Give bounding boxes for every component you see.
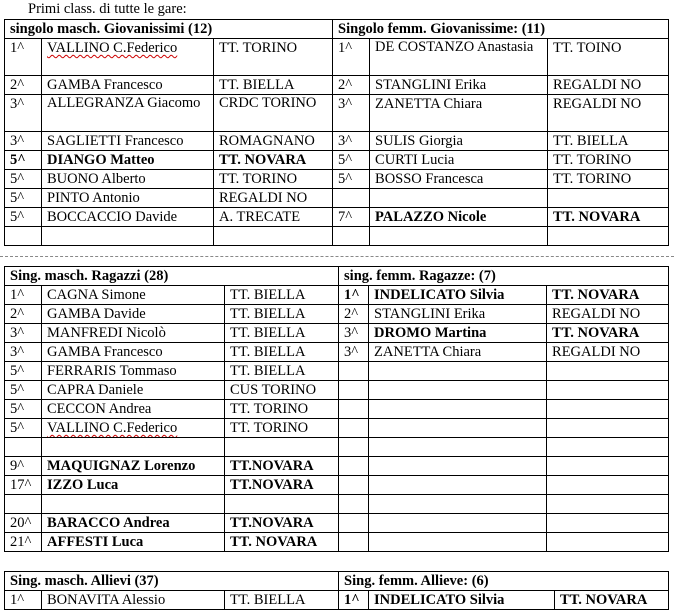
position xyxy=(5,438,42,457)
position: 3^ xyxy=(339,324,369,343)
club: TT. TORINO xyxy=(548,170,669,189)
club: TT. BIELLA xyxy=(225,305,339,324)
position: 5^ xyxy=(5,151,42,170)
athlete-name xyxy=(369,457,547,476)
section-title-male: singolo masch. Giovanissimi (12) xyxy=(5,20,333,39)
club: TT. NOVARA xyxy=(225,533,339,552)
position xyxy=(339,533,369,552)
athlete-name xyxy=(369,381,547,400)
club: ROMAGNANO xyxy=(214,132,333,151)
position: 1^ xyxy=(5,286,42,305)
club: TT. NOVARA xyxy=(547,286,669,305)
athlete-name: BONAVITA Alessio xyxy=(42,591,225,610)
position: 2^ xyxy=(5,76,42,95)
position: 20^ xyxy=(5,514,42,533)
athlete-name: INDELICATO Silvia xyxy=(369,591,555,610)
athlete-name: VALLINO C.Federico xyxy=(42,419,225,438)
position xyxy=(339,362,369,381)
club: TT. BIELLA xyxy=(548,132,669,151)
section-title-female: Sing. femm. Allieve: (6) xyxy=(339,572,669,591)
club: TT. TORINO xyxy=(225,419,339,438)
position xyxy=(339,457,369,476)
club: TT. BIELLA xyxy=(214,76,333,95)
position: 1^ xyxy=(339,591,369,610)
athlete-name xyxy=(42,495,225,514)
position: 3^ xyxy=(5,343,42,362)
club xyxy=(225,495,339,514)
athlete-name: STANGLINI Erika xyxy=(369,305,547,324)
position: 1^ xyxy=(333,39,370,76)
athlete-name xyxy=(369,419,547,438)
position: 5^ xyxy=(333,151,370,170)
page-separator xyxy=(0,256,674,258)
position: 2^ xyxy=(339,305,369,324)
position: 21^ xyxy=(5,533,42,552)
athlete-name: BOCCACCIO Davide xyxy=(42,208,214,227)
position: 5^ xyxy=(5,208,42,227)
club: CRDC TORINO xyxy=(214,95,333,132)
athlete-name: CAGNA Simone xyxy=(42,286,225,305)
athlete-name: GAMBA Davide xyxy=(42,305,225,324)
club: TT. NOVARA xyxy=(214,151,333,170)
athlete-name: GAMBA Francesco xyxy=(42,343,225,362)
athlete-name: ZANETTA Chiara xyxy=(370,95,548,132)
club: TT. BIELLA xyxy=(225,362,339,381)
position: 17^ xyxy=(5,476,42,495)
club: REGALDI NO xyxy=(548,95,669,132)
athlete-name: BOSSO Francesca xyxy=(370,170,548,189)
athlete-name: BUONO Alberto xyxy=(42,170,214,189)
athlete-name: STANGLINI Erika xyxy=(370,76,548,95)
section-title-female: sing. femm. Ragazze: (7) xyxy=(339,267,669,286)
athlete-name: PALAZZO Nicole xyxy=(370,208,548,227)
club xyxy=(547,400,669,419)
position xyxy=(339,438,369,457)
athlete-name: CECCON Andrea xyxy=(42,400,225,419)
position xyxy=(339,419,369,438)
club: TT.NOVARA xyxy=(225,457,339,476)
section-title-male: Sing. masch. Ragazzi (28) xyxy=(5,267,339,286)
intro-text: Primi class. di tutte le gare: xyxy=(28,1,187,17)
athlete-name xyxy=(369,400,547,419)
athlete-name: VALLINO C.Federico xyxy=(42,39,214,76)
position: 3^ xyxy=(339,343,369,362)
section-title-male: Sing. masch. Allievi (37) xyxy=(5,572,339,591)
club xyxy=(547,457,669,476)
club: TT. TORINO xyxy=(214,39,333,76)
club xyxy=(547,438,669,457)
athlete-name xyxy=(370,227,548,246)
club: A. TRECATE xyxy=(214,208,333,227)
athlete-name xyxy=(370,189,548,208)
position: 1^ xyxy=(5,591,42,610)
club: TT. TORINO xyxy=(214,170,333,189)
club: REGALDI NO xyxy=(547,343,669,362)
position: 3^ xyxy=(5,95,42,132)
position: 3^ xyxy=(333,132,370,151)
position: 5^ xyxy=(5,362,42,381)
club: TT. TORINO xyxy=(225,400,339,419)
position xyxy=(339,400,369,419)
club: REGALDI NO xyxy=(547,305,669,324)
club xyxy=(547,514,669,533)
section-title-female: Singolo femm. Giovanissime: (11) xyxy=(333,20,669,39)
athlete-name: SAGLIETTI Francesco xyxy=(42,132,214,151)
position xyxy=(339,495,369,514)
club xyxy=(547,476,669,495)
athlete-name xyxy=(369,362,547,381)
position xyxy=(339,514,369,533)
position: 5^ xyxy=(5,170,42,189)
position xyxy=(5,495,42,514)
athlete-name: DIANGO Matteo xyxy=(42,151,214,170)
club xyxy=(547,362,669,381)
athlete-name: AFFESTI Luca xyxy=(42,533,225,552)
athlete-name xyxy=(369,438,547,457)
position xyxy=(339,381,369,400)
athlete-name: DROMO Martina xyxy=(369,324,547,343)
club: TT.NOVARA xyxy=(225,514,339,533)
club: TT.NOVARA xyxy=(225,476,339,495)
athlete-name: PINTO Antonio xyxy=(42,189,214,208)
club: TT. BIELLA xyxy=(225,343,339,362)
position: 5^ xyxy=(5,400,42,419)
club: REGALDI NO xyxy=(548,76,669,95)
club: TT. BIELLA xyxy=(225,286,339,305)
position: 9^ xyxy=(5,457,42,476)
club: TT. BIELLA xyxy=(225,591,339,610)
position: 1^ xyxy=(5,39,42,76)
athlete-name xyxy=(369,533,547,552)
club xyxy=(214,227,333,246)
position xyxy=(333,227,370,246)
club xyxy=(225,438,339,457)
position: 2^ xyxy=(5,305,42,324)
position: 5^ xyxy=(5,189,42,208)
athlete-name: INDELICATO Silvia xyxy=(369,286,547,305)
position xyxy=(5,227,42,246)
position: 5^ xyxy=(333,170,370,189)
club xyxy=(548,189,669,208)
athlete-name: MANFREDI Nicolò xyxy=(42,324,225,343)
athlete-name xyxy=(42,438,225,457)
club: REGALDI NO xyxy=(214,189,333,208)
position xyxy=(339,476,369,495)
table-giovanissimi xyxy=(4,19,669,246)
club xyxy=(547,495,669,514)
club: TT. NOVARA xyxy=(548,208,669,227)
athlete-name: GAMBA Francesco xyxy=(42,76,214,95)
athlete-name: BARACCO Andrea xyxy=(42,514,225,533)
athlete-name: CAPRA Daniele xyxy=(42,381,225,400)
position xyxy=(333,189,370,208)
athlete-name: MAQUIGNAZ Lorenzo xyxy=(42,457,225,476)
table-ragazzi xyxy=(4,266,669,552)
club: CUS TORINO xyxy=(225,381,339,400)
club: TT. TOINO xyxy=(548,39,669,76)
position: 5^ xyxy=(5,419,42,438)
position: 3^ xyxy=(5,132,42,151)
club xyxy=(547,381,669,400)
club: TT. TORINO xyxy=(548,151,669,170)
athlete-name: ZANETTA Chiara xyxy=(369,343,547,362)
position: 1^ xyxy=(339,286,369,305)
athlete-name xyxy=(42,227,214,246)
athlete-name: IZZO Luca xyxy=(42,476,225,495)
position: 2^ xyxy=(333,76,370,95)
club: TT. NOVARA xyxy=(555,591,669,610)
club xyxy=(547,533,669,552)
athlete-name: CURTI Lucia xyxy=(370,151,548,170)
athlete-name xyxy=(369,495,547,514)
position: 3^ xyxy=(5,324,42,343)
table-allievi xyxy=(4,571,669,610)
club: TT. NOVARA xyxy=(547,324,669,343)
athlete-name xyxy=(369,476,547,495)
athlete-name xyxy=(369,514,547,533)
club xyxy=(547,419,669,438)
position: 3^ xyxy=(333,95,370,132)
position: 5^ xyxy=(5,381,42,400)
athlete-name: ALLEGRANZA Giacomo xyxy=(42,95,214,132)
athlete-name: DE COSTANZO Anastasia xyxy=(370,39,548,76)
athlete-name: SULIS Giorgia xyxy=(370,132,548,151)
club xyxy=(548,227,669,246)
club: TT. BIELLA xyxy=(225,324,339,343)
position: 7^ xyxy=(333,208,370,227)
athlete-name: FERRARIS Tommaso xyxy=(42,362,225,381)
